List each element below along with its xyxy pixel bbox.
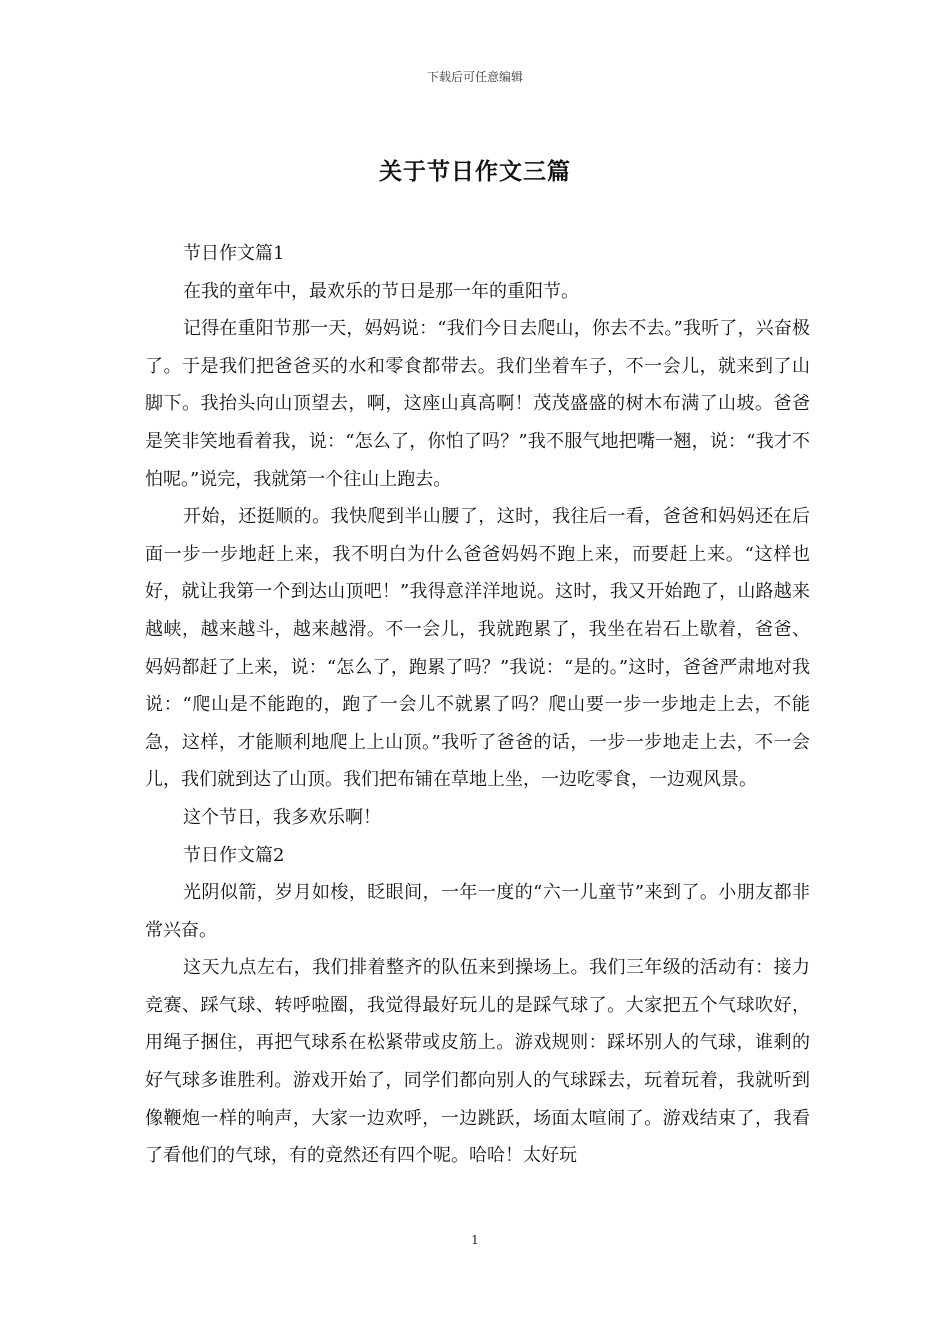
paragraph: 开始，还挺顺的。我快爬到半山腰了，这时，我往后一看，爸爸和妈妈还在后面一步一步地赶上来，我不明白为什么爸爸妈妈不跑上来，而要赶上来。“这样也好，就让我第一个到达山顶吧！”我得意洋洋地说。这时，我又开始跑了，山路越来越峡，越来越斗，越来越滑。不一会儿，我就跑累了，我坐在岩石上歇着，爸爸、妈妈都赶了上来，说：“怎么了，跑累了吗？”我说：“是的。”这时，爸爸严肃地对我说：“爬山是不能跑的，跑了一会儿不就累了吗？爬山要一步一步地走上去，不能急，这样，才能顺利地爬上上山顶。”我听了爸爸的话，一步一步地走上去，不一会儿，我们就到达了山顶。我们把布铺在草地上坐，一边吃零食，一边观风景。 [145, 506, 810, 791]
document-body [145, 235, 810, 1175]
paragraph: 记得在重阳节那一天，妈妈说：“我们今日去爬山，你去不去。”我听了，兴奋极了。于是我们把爸爸买的水和零食都带去。我们坐着车子，不一会儿，就来到了山脚下。我抬头向山顶望去，啊，这座山真高啊！茂茂盛盛的树木布满了山坡。爸爸是笑非笑地看着我，说：“怎么了，你怕了吗？”我不服气地把嘴一翘，说：“我才不怕呢。”说完，我就第一个往山上跑去。 [145, 318, 810, 490]
document-title: 关于节日作文三篇 [379, 158, 571, 185]
paragraph-heading-1: 节日作文篇1 [183, 243, 285, 264]
header-note: 下载后可任意编辑 [426, 70, 523, 84]
paragraph: 这天九点左右，我们排着整齐的队伍来到操场上。我们三年级的活动有：接力竞赛、踩气球、转呼啦圈，我觉得最好玩儿的是踩气球了。大家把五个气球吹好，用绳子捆住，再把气球系在松紧带或皮筋上。游戏规则：踩坏别人的气球，谁剩的好气球多谁胜利。游戏开始了，同学们都向别人的气球踩去，玩着玩着，我就听到像鞭炮一样的响声，大家一边欢呼，一边跳跃，场面太喧闹了。游戏结束了，我看了看他们的气球，有的竟然还有四个呢。哈哈！太好玩 [145, 957, 810, 1167]
page-number: 1 [471, 1233, 479, 1247]
paragraph: 光阴似箭，岁月如梭，眨眼间，一年一度的“六一儿童节”来到了。小朋友都非常兴奋。 [145, 882, 810, 941]
paragraph-heading-2: 节日作文篇2 [183, 844, 285, 866]
paragraph: 在我的童年中，最欢乐的节日是那一年的重阳节。 [183, 280, 579, 302]
paragraph: 这个节日，我多欢乐啊！ [183, 806, 381, 828]
